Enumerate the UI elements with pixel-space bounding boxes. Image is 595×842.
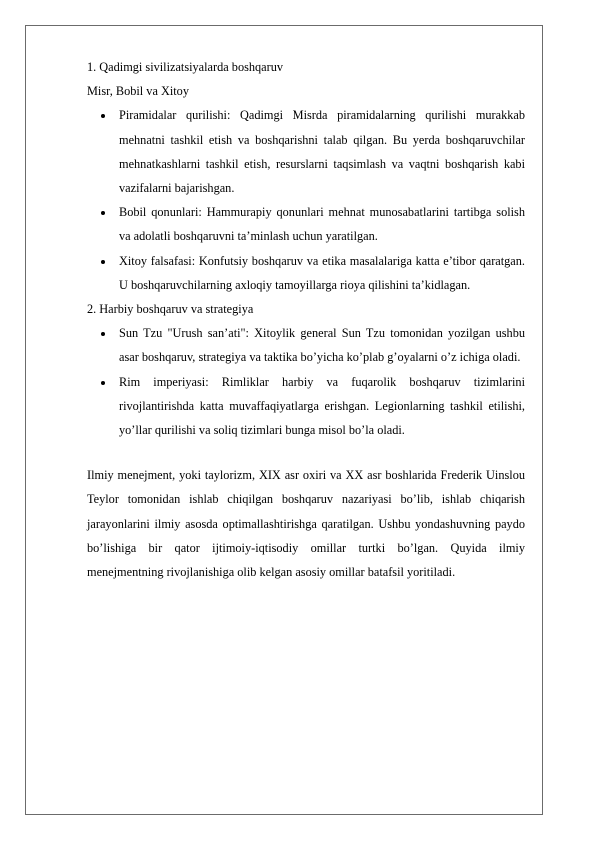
- list-item: [87, 103, 525, 200]
- section-1-subtitle: Misr, Bobil va Xitoy: [87, 84, 189, 99]
- section-1-list: [87, 103, 525, 297]
- bullet-icon: [101, 381, 105, 385]
- list-item: [87, 370, 525, 443]
- list-item-text: Xitoy falsafasi: Konfutsiy boshqaruv va etika masalalariga katta e’tibor qaratgan. U boshqaruvchilarning axloqiy tamoyillarga rioya qilishini ta’kidlagan.: [119, 253, 525, 292]
- body-paragraph: Ilmiy menejment, yoki taylorizm, XIX asr oxiri va XX asr boshlarida Frederik Uinslou Teylor tomonidan ishlab chiqilgan boshqaruv nazariyasi bo’lib, ishlab chiqarish jarayonlarini ilmiy asosda optimallashtirishga qaratilgan. Ushbu yondashuvning paydo bo’lishiga bir qator ijtimoiy-iqtisodiy omillar turtki bo’lgan. Quyida ilmiy menejmentning rivojlanishiga olib kelgan asosiy omillar batafsil yoritiladi.: [87, 468, 525, 580]
- paragraph-gap: [87, 442, 525, 463]
- document-body: [87, 55, 525, 584]
- list-item-text: Rim imperiyasi: Rimliklar harbiy va fuqarolik boshqaruv tizimlarini rivojlantirishda katta muvaffaqiyatlarga erishgan. Legionlarning tashkil etilishi, yo’llar qurilishi va soliq tizimlari bunga misol bo’la oladi.: [119, 374, 525, 438]
- section-2-title: 2. Harbiy boshqaruv va strategiya: [87, 302, 254, 317]
- list-item: [87, 321, 525, 369]
- bullet-icon: [101, 114, 105, 118]
- section-1-title: 1. Qadimgi sivilizatsiyalarda boshqaruv: [87, 60, 284, 74]
- list-item-text: Sun Tzu "Urush san’ati": Xitoylik general Sun Tzu tomonidan yozilgan ushbu asar boshqaruv, strategiya va taktika bo’yicha ko’plab g’oyalarni o’z ichiga oladi.: [119, 326, 525, 365]
- list-item: [87, 200, 525, 248]
- bullet-icon: [101, 211, 105, 215]
- section-2-list: [87, 321, 525, 442]
- list-item: [87, 249, 525, 297]
- bullet-icon: [101, 332, 105, 336]
- list-item-text: Bobil qonunlari: Hammurapiy qonunlari mehnat munosabatlarini tartibga solish va adolatli boshqaruvni ta’minlash uchun yaratilgan.: [119, 205, 525, 244]
- bullet-icon: [101, 260, 105, 264]
- list-item-text: Piramidalar qurilishi: Qadimgi Misrda piramidalarning qurilishi murakkab mehnatni tashkil etish va boshqarishni talab qilgan. Bu yerda boshqaruvchilar mehnatkashlarni tashkil etish, resurslarni taqsimlash va vaqtni boshqarish kabi vazifalarni bajarishgan.: [119, 108, 525, 196]
